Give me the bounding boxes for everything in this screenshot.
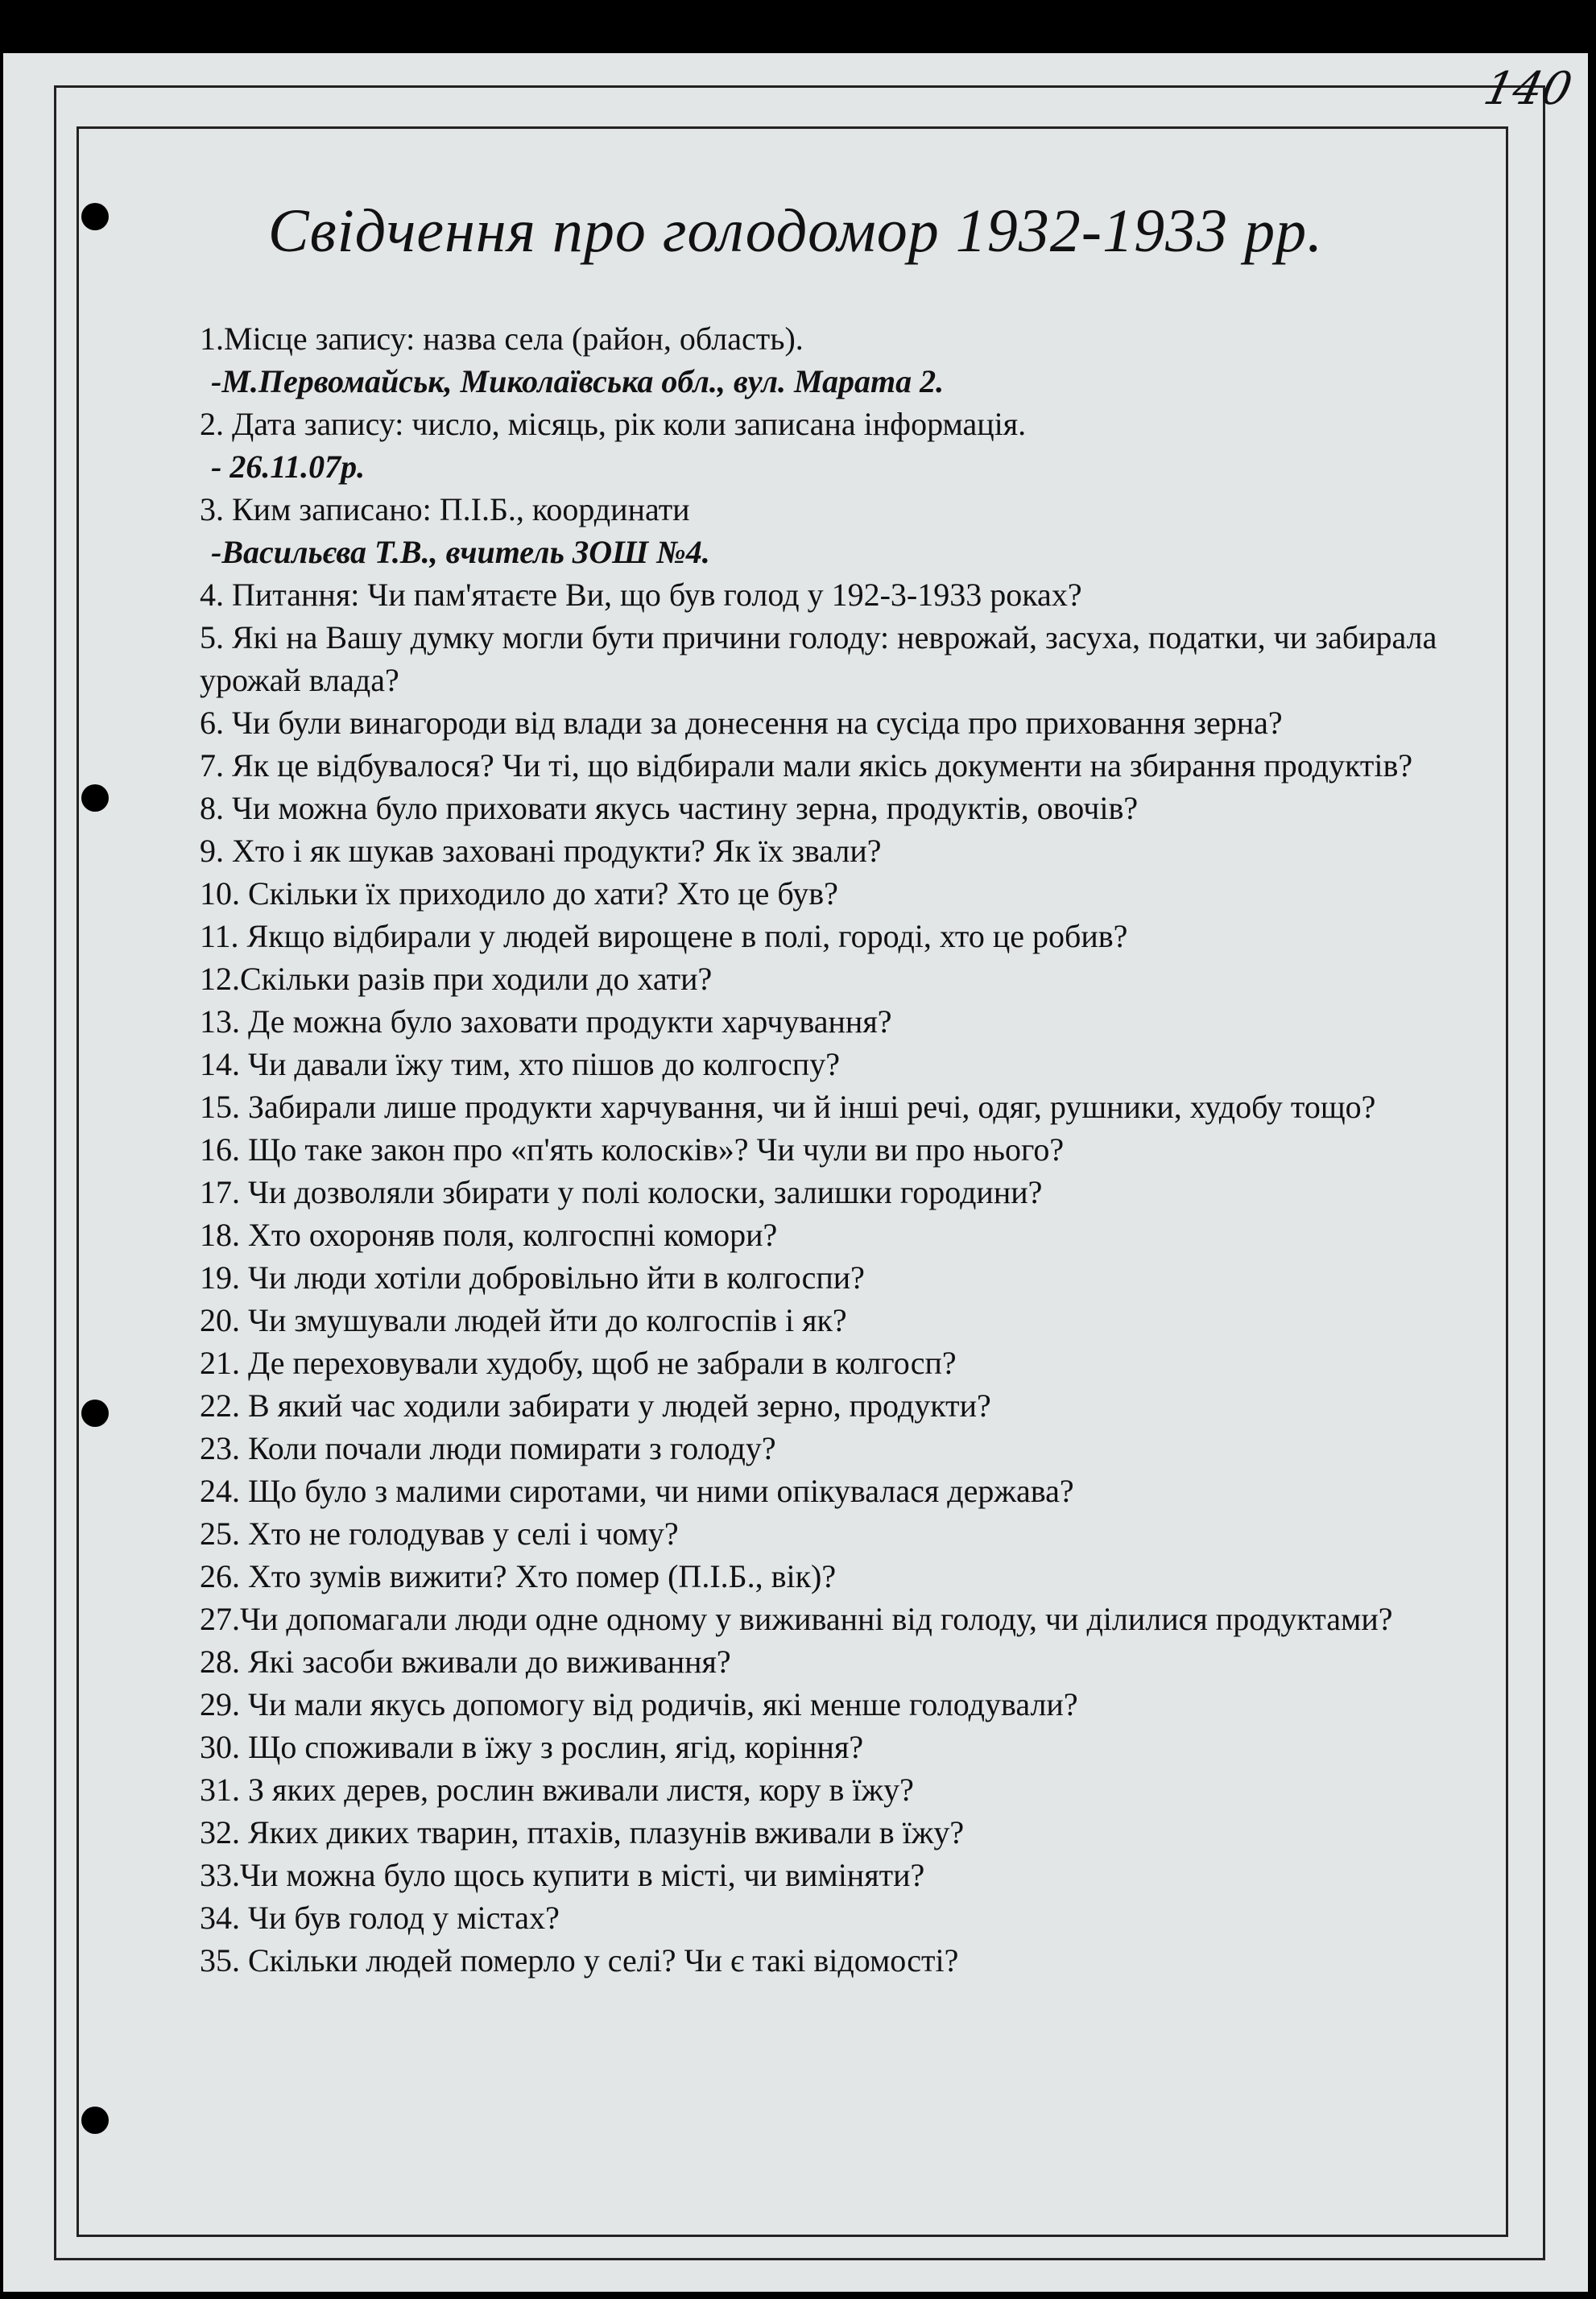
question-item: 2. Дата запису: число, місяць, рік коли записана інформація. [200, 406, 1027, 442]
question-item: 13. Де можна було заховати продукти харчування? [200, 1003, 892, 1040]
punch-hole-icon [81, 1400, 109, 1427]
answer-text: - 26.11.07р. [211, 449, 366, 485]
question-item: 30. Що споживали в їжу з рослин, ягід, коріння? [200, 1729, 864, 1765]
question-item: 15. Забирали лише продукти харчування, чи й інші речі, одяг, рушники, худобу тощо? [200, 1089, 1376, 1125]
question-item: 12.Скільки разів при ходили до хати? [200, 961, 713, 997]
question-item: 22. В який час ходили забирати у людей зерно, продукти? [200, 1387, 991, 1424]
question-item: 21. Де переховували худобу, щоб не забрали в колгосп? [200, 1345, 957, 1381]
question-item: 3. Ким записано: П.І.Б., координати [200, 491, 690, 527]
question-item: 8. Чи можна було приховати якусь частину зерна, продуктів, овочів? [200, 790, 1139, 826]
question-item: 33.Чи можна було щось купити в місті, чи виміняти? [200, 1857, 925, 1893]
document-title: Свідчення про голодомор 1932-1933 рр. [267, 197, 1324, 265]
question-item: 20. Чи змушували людей йти до колгоспів і як? [200, 1302, 847, 1338]
question-item: 24. Що було з малими сиротами, чи ними опікувалася держава? [200, 1473, 1074, 1509]
question-item: 25. Хто не голодував у селі і чому? [200, 1515, 679, 1552]
punch-hole-icon [81, 2107, 109, 2134]
question-item: 34. Чи був голод у містах? [200, 1900, 560, 1936]
question-item: 26. Хто зумів вижити? Хто помер (П.І.Б., вік)? [200, 1558, 837, 1594]
document-page [3, 53, 1588, 2292]
question-item: 23. Коли почали люди помирати з голоду? [200, 1430, 776, 1466]
question-item: 5. Які на Вашу думку могли бути причини голоду: неврожай, засуха, податки, чи забирала урожай влада? [200, 619, 1437, 698]
question-item: 6. Чи були винагороди від влади за донесення на сусіда про приховання зерна? [200, 705, 1283, 741]
question-item: 7. Як це відбувалося? Чи ті, що відбирали мали якісь документи на збирання продуктів? [200, 747, 1413, 784]
question-item: 32. Яких диких тварин, птахів, плазунів вживали в їжу? [200, 1814, 965, 1850]
question-item: 11. Якщо відбирали у людей вирощене в полі, городі, хто це робив? [200, 918, 1128, 954]
answer-text: -М.Первомайськ, Миколаївська обл., вул. Марата 2. [211, 363, 945, 399]
question-item: 16. Що таке закон про «п'ять колосків»? Чи чули ви про нього? [200, 1131, 1065, 1168]
question-item: 4. Питання: Чи пам'ятаєте Ви, що був голод у 192-3-1933 роках? [200, 577, 1082, 613]
question-item: 19. Чи люди хотіли добровільно йти в колгоспи? [200, 1259, 865, 1296]
question-item: 1.Місце запису: назва села (район, область). [200, 320, 804, 357]
punch-hole-icon [81, 784, 109, 812]
question-item: 29. Чи мали якусь допомогу від родичів, які менше голодували? [200, 1686, 1078, 1722]
question-item: 27.Чи допомагали люди одне одному у виживанні від голоду, чи ділилися продуктами? [200, 1601, 1393, 1637]
question-item: 14. Чи давали їжу тим, хто пішов до колгоспу? [200, 1046, 840, 1082]
question-item: 31. З яких дерев, рослин вживали листя, кору в їжу? [200, 1772, 914, 1808]
question-item: 35. Скільки людей померло у селі? Чи є такі відомості? [200, 1942, 959, 1979]
question-list [195, 317, 1475, 1982]
handwritten-page-number: 140 [1479, 63, 1577, 115]
answer-text: -Васильєва Т.В., вчитель ЗОШ №4. [211, 534, 710, 570]
question-item: 10. Скільки їх приходило до хати? Хто це був? [200, 875, 838, 912]
question-item: 9. Хто і як шукав заховані продукти? Як їх звали? [200, 833, 882, 869]
question-item: 17. Чи дозволяли збирати у полі колоски, залишки городини? [200, 1174, 1043, 1210]
question-item: 18. Хто охороняв поля, колгоспні комори? [200, 1217, 778, 1253]
question-item: 28. Які засоби вживали до виживання? [200, 1644, 731, 1680]
